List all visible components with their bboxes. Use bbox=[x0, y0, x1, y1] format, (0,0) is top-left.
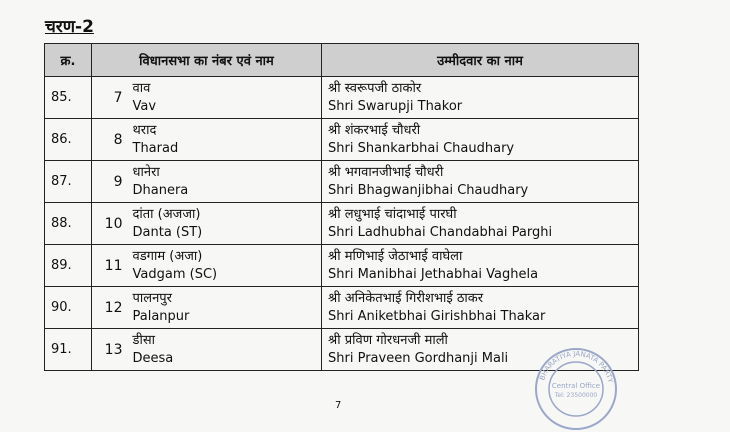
constituency-name-english: Tharad bbox=[132, 140, 179, 156]
table-row bbox=[45, 245, 639, 287]
header-serial: क्र. bbox=[45, 44, 92, 77]
candidate-name-hindi: श्री लधुभाई चांदाभाई पारघी bbox=[328, 206, 457, 222]
constituency-name-hindi: थराद bbox=[132, 122, 157, 138]
serial-cell: 87. bbox=[45, 161, 92, 203]
constituency-name bbox=[129, 245, 322, 287]
candidate-name-english: Shri Aniketbhai Girishbhai Thakar bbox=[328, 308, 546, 324]
constituency-name bbox=[129, 161, 322, 203]
constituency-number: 12 bbox=[92, 287, 129, 329]
constituency-name bbox=[129, 77, 322, 119]
constituency-name-english: Palanpur bbox=[132, 308, 190, 324]
candidate-name bbox=[322, 203, 639, 245]
party-office-stamp bbox=[533, 346, 619, 432]
constituency-number: 11 bbox=[92, 245, 129, 287]
candidate-name-english: Shri Shankarbhai Chaudhary bbox=[328, 140, 515, 156]
constituency-name-english: Danta (ST) bbox=[132, 224, 203, 240]
phase-title: चरण-2 bbox=[45, 17, 94, 37]
table-row bbox=[45, 119, 639, 161]
candidate-name bbox=[322, 77, 639, 119]
serial-cell: 90. bbox=[45, 287, 92, 329]
serial-cell: 89. bbox=[45, 245, 92, 287]
page-number: 7 bbox=[335, 400, 342, 411]
serial-cell: 88. bbox=[45, 203, 92, 245]
candidate-name bbox=[322, 245, 639, 287]
table-row bbox=[45, 77, 639, 119]
stamp-line1: Central Office bbox=[551, 382, 601, 390]
candidate-table bbox=[44, 43, 639, 371]
candidate-name-english: Shri Manibhai Jethabhai Vaghela bbox=[328, 266, 539, 282]
constituency-name bbox=[129, 203, 322, 245]
constituency-name bbox=[129, 329, 322, 371]
constituency-number: 9 bbox=[92, 161, 129, 203]
table-row bbox=[45, 287, 639, 329]
candidate-name-english: Shri Praveen Gordhanji Mali bbox=[328, 350, 509, 366]
candidate-name-english: Shri Bhagwanjibhai Chaudhary bbox=[328, 182, 529, 198]
table-row bbox=[45, 161, 639, 203]
constituency-name-hindi: पालनपुर bbox=[132, 290, 172, 306]
constituency-number: 8 bbox=[92, 119, 129, 161]
constituency-number: 10 bbox=[92, 203, 129, 245]
constituency-name-hindi: वडगाम (अजा) bbox=[132, 248, 203, 264]
constituency-name-english: Deesa bbox=[132, 350, 174, 366]
constituency-name-hindi: धानेरा bbox=[132, 164, 160, 180]
constituency-name-english: Vav bbox=[132, 98, 157, 114]
constituency-name bbox=[129, 287, 322, 329]
constituency-name-hindi: डीसा bbox=[132, 332, 155, 348]
table-header-row bbox=[45, 44, 639, 77]
candidate-name-hindi: श्री अनिकेतभाई गिरीशभाई ठाकर bbox=[328, 290, 484, 306]
constituency-name-hindi: वाव bbox=[132, 80, 151, 96]
candidate-name-hindi: श्री प्रविण गोरधनजी माली bbox=[328, 332, 448, 348]
candidate-name-hindi: श्री स्वरूपजी ठाकोर bbox=[328, 80, 422, 96]
constituency-name-english: Vadgam (SC) bbox=[132, 266, 218, 282]
candidate-name-hindi: श्री मणिभाई जेठाभाई वाघेला bbox=[328, 248, 463, 264]
serial-cell: 91. bbox=[45, 329, 92, 371]
candidate-name-hindi: श्री शंकरभाई चौधरी bbox=[328, 122, 421, 138]
stamp-ring-text: BHARATIYA JANATA PARTY bbox=[538, 349, 615, 384]
constituency-name bbox=[129, 119, 322, 161]
candidate-name-english: Shri Ladhubhai Chandabhai Parghi bbox=[328, 224, 553, 240]
candidate-name-hindi: श्री भगवानजीभाई चौधरी bbox=[328, 164, 444, 180]
constituency-number: 13 bbox=[92, 329, 129, 371]
constituency-number: 7 bbox=[92, 77, 129, 119]
constituency-name-hindi: दांता (अजजा) bbox=[132, 206, 201, 222]
candidate-name-english: Shri Swarupji Thakor bbox=[328, 98, 463, 114]
serial-cell: 85. bbox=[45, 77, 92, 119]
stamp-line2: Tel: 23500000 bbox=[554, 392, 598, 399]
header-candidate: उम्मीदवार का नाम bbox=[322, 44, 639, 77]
candidate-name bbox=[322, 287, 639, 329]
constituency-name-english: Dhanera bbox=[132, 182, 189, 198]
header-constituency: विधानसभा का नंबर एवं नाम bbox=[92, 44, 322, 77]
table-row bbox=[45, 203, 639, 245]
serial-cell: 86. bbox=[45, 119, 92, 161]
candidate-name bbox=[322, 161, 639, 203]
candidate-name bbox=[322, 119, 639, 161]
